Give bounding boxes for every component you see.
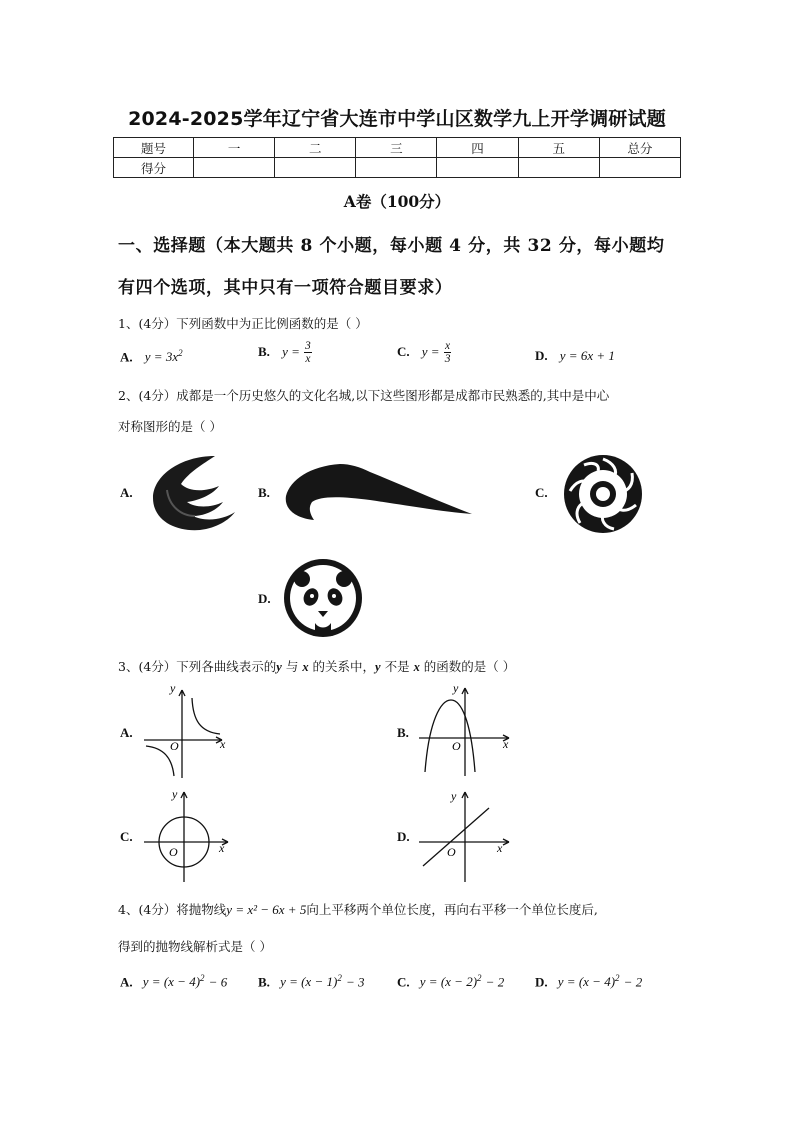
origin-label: O xyxy=(170,739,179,753)
score-input-cell[interactable] xyxy=(194,158,275,178)
panda-emblem-image xyxy=(282,557,364,639)
q1-option-a[interactable] xyxy=(120,348,183,365)
y-axis-label: y xyxy=(170,681,176,695)
option-label: A. xyxy=(120,349,133,365)
q1-option-d[interactable] xyxy=(535,348,615,364)
q3-stem: 3、(4分）下列各曲线表示的y 与 x 的关系中，y 不是 x 的函数的是（ ） xyxy=(118,659,516,674)
score-input-cell[interactable] xyxy=(356,158,437,178)
q3-graph-d-line xyxy=(415,786,515,886)
score-input-cell[interactable] xyxy=(599,158,680,178)
option-fraction: $\frac{3}{x}$ xyxy=(305,340,311,365)
q4-option-d[interactable]: D. $y = (x - 4)^2 - 2$ xyxy=(535,973,643,990)
q3-graph-b-parabola xyxy=(415,680,515,780)
score-input-cell[interactable] xyxy=(518,158,599,178)
q1-option-c[interactable] xyxy=(397,340,451,365)
q3-option-a-label[interactable]: A. xyxy=(120,725,133,740)
score-input-cell[interactable] xyxy=(437,158,518,178)
swirl-leaf-logo-image xyxy=(145,450,240,535)
option-formula: y = 3x xyxy=(144,349,179,365)
q4-option-a[interactable]: A. $y = (x - 4)^2 - 6$ xyxy=(120,973,228,990)
origin-label: O xyxy=(447,845,456,859)
swoosh-brush-image xyxy=(280,462,475,524)
option-formula: y = 6x + 1 xyxy=(559,348,615,363)
score-table xyxy=(113,137,681,178)
score-table-score-row xyxy=(114,158,681,178)
score-table-cell: 二 xyxy=(275,138,356,158)
score-input-cell[interactable] xyxy=(275,158,356,178)
option-exponent: 2 xyxy=(178,348,183,358)
x-axis-label: x xyxy=(503,737,509,751)
q3-option-c-label[interactable]: C. xyxy=(120,829,133,844)
score-table-cell: 题号 xyxy=(114,138,194,158)
page-title: 2024-2025学年辽宁省大连市中学山区数学九上开学调研试题 xyxy=(128,108,666,130)
section-heading: A卷（100分） xyxy=(343,192,451,211)
origin-label: O xyxy=(169,845,178,859)
y-axis-label: y xyxy=(453,681,459,695)
q2-option-d-label[interactable]: D. xyxy=(258,591,271,606)
option-label: C. xyxy=(397,344,410,359)
score-table-row-label: 得分 xyxy=(114,158,194,178)
part-heading-line2: 有四个选项，其中只有一项符合题目要求） xyxy=(118,278,453,298)
x-axis-label: x xyxy=(220,737,226,751)
q2-stem-line1: 2、(4分）成都是一个历史悠久的文化名城,以下这些图形都是成都市民熟悉的,其中是中心 xyxy=(118,388,610,403)
option-label: D. xyxy=(535,348,548,363)
y-axis-label: y xyxy=(172,787,178,801)
q4-option-c[interactable]: C. $y = (x - 2)^2 - 2$ xyxy=(397,973,505,990)
score-table-header-row xyxy=(114,138,681,158)
score-table-cell: 一 xyxy=(194,138,275,158)
option-formula: y = xyxy=(421,344,440,359)
q3-graph-a-hyperbola xyxy=(140,680,240,780)
part-heading-line1: 一、选择题（本大题共 8 个小题，每小题 4 分，共 32 分，每小题均 xyxy=(118,236,665,256)
option-formula: y = xyxy=(282,344,300,359)
option-label: B. xyxy=(258,344,270,359)
q2-option-a-label[interactable]: A. xyxy=(120,485,133,500)
score-table-cell: 三 xyxy=(356,138,437,158)
q3-graph-c-circle xyxy=(140,786,240,886)
origin-label: O xyxy=(452,739,461,753)
q2-option-b-label[interactable]: B. xyxy=(258,485,270,500)
q4-stem-line2: 得到的抛物线解析式是（ ） xyxy=(118,939,272,954)
q2-option-c-label[interactable]: C. xyxy=(535,485,548,500)
q4-stem-line1: 4、(4分）将抛物线y = x² − 6x + 5向上平移两个单位长度，再向右平移一个单位长度后, xyxy=(118,902,598,917)
q3-option-b-label[interactable]: B. xyxy=(397,725,409,740)
score-table-cell: 总分 xyxy=(599,138,680,158)
option-fraction: $\frac{x}{3}$ xyxy=(444,340,451,365)
q4-option-b[interactable]: B. $y = (x - 1)^2 - 3$ xyxy=(258,973,365,990)
score-table-cell: 五 xyxy=(518,138,599,158)
x-axis-label: x xyxy=(219,841,225,855)
q3-option-d-label[interactable]: D. xyxy=(397,829,410,844)
y-axis-label: y xyxy=(451,789,457,803)
x-axis-label: x xyxy=(497,841,503,855)
score-table-cell: 四 xyxy=(437,138,518,158)
sun-bird-emblem-image xyxy=(562,453,644,535)
q1-stem: 1、(4分）下列函数中为正比例函数的是（ ） xyxy=(118,316,368,331)
q1-option-b[interactable] xyxy=(258,340,312,365)
q2-stem-line2: 对称图形的是（ ） xyxy=(118,419,222,434)
